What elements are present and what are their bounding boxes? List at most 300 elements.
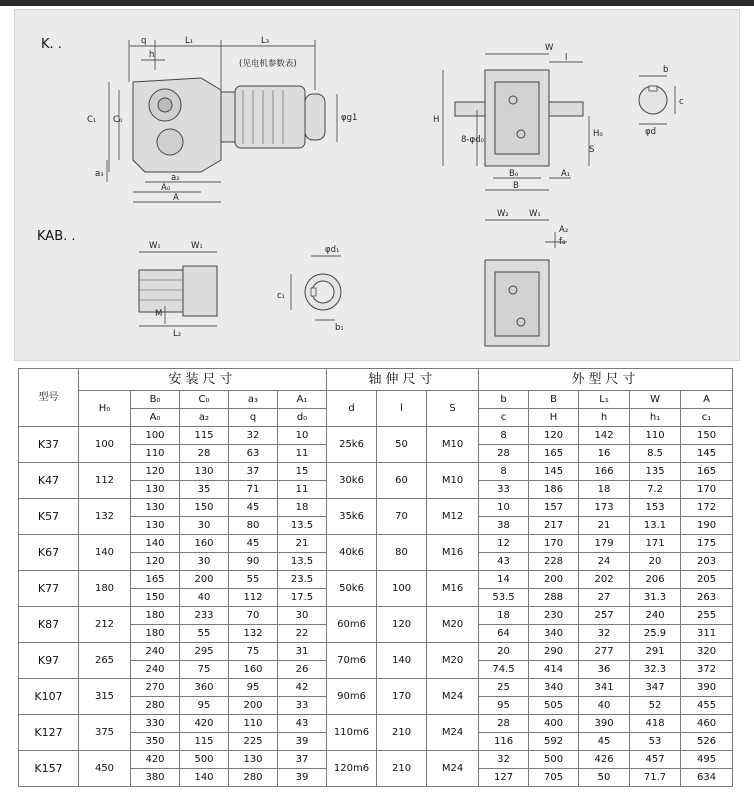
table-cell: 31.3 bbox=[630, 589, 681, 607]
cell-S: M12 bbox=[427, 499, 479, 535]
col-header-A: A bbox=[681, 391, 733, 409]
table-cell: 95 bbox=[180, 697, 229, 715]
col-header-b: b bbox=[479, 391, 529, 409]
model-cell: K37 bbox=[19, 427, 79, 463]
table-cell: 173 bbox=[579, 499, 630, 517]
model-cell: K127 bbox=[19, 715, 79, 751]
table-cell: 28 bbox=[180, 445, 229, 463]
dim-W1-b: W₁ bbox=[191, 241, 203, 251]
table-cell: 206 bbox=[630, 571, 681, 589]
dim-H: H bbox=[433, 115, 440, 125]
dimension-table bbox=[18, 368, 733, 787]
table-cell: 64 bbox=[479, 625, 529, 643]
table-cell: 418 bbox=[630, 715, 681, 733]
table-cell: 22 bbox=[278, 625, 327, 643]
table-cell: 63 bbox=[229, 445, 278, 463]
section-title-k: K. . bbox=[41, 37, 62, 52]
table-row bbox=[19, 751, 733, 769]
table-cell: 8.5 bbox=[630, 445, 681, 463]
dim-q: q bbox=[141, 36, 147, 46]
table-cell: 55 bbox=[180, 625, 229, 643]
table-cell: 21 bbox=[278, 535, 327, 553]
table-cell: 35 bbox=[180, 481, 229, 499]
col-header-H: H bbox=[529, 409, 579, 427]
cell-l: 120 bbox=[377, 607, 427, 643]
cell-l: 100 bbox=[377, 571, 427, 607]
table-cell: 165 bbox=[131, 571, 180, 589]
cell-H0: 140 bbox=[79, 535, 131, 571]
cell-H0: 375 bbox=[79, 715, 131, 751]
cell-l: 70 bbox=[377, 499, 427, 535]
table-cell: 18 bbox=[278, 499, 327, 517]
table-cell: 426 bbox=[579, 751, 630, 769]
table-cell: 25.9 bbox=[630, 625, 681, 643]
table-cell: 115 bbox=[180, 733, 229, 751]
dim-L1: L₁ bbox=[185, 36, 194, 46]
col-header-d: d bbox=[327, 391, 377, 427]
dim-C0: C₀ bbox=[113, 115, 123, 125]
dim-M: M bbox=[155, 309, 163, 319]
shaft-section-view bbox=[639, 65, 684, 137]
table-cell: 30 bbox=[180, 517, 229, 535]
dim-c: c bbox=[679, 97, 684, 107]
dim-A2: A₂ bbox=[559, 225, 569, 235]
table-cell: 240 bbox=[131, 661, 180, 679]
table-cell: 295 bbox=[180, 643, 229, 661]
dim-L3: L₃ bbox=[261, 36, 270, 46]
table-cell: 43 bbox=[278, 715, 327, 733]
table-cell: 150 bbox=[131, 589, 180, 607]
table-cell: 37 bbox=[278, 751, 327, 769]
dim-g1: φg1 bbox=[341, 113, 358, 123]
model-cell: K87 bbox=[19, 607, 79, 643]
table-cell: 28 bbox=[479, 715, 529, 733]
table-cell: 13.1 bbox=[630, 517, 681, 535]
table-cell: 240 bbox=[630, 607, 681, 625]
model-cell: K57 bbox=[19, 499, 79, 535]
table-cell: 414 bbox=[529, 661, 579, 679]
table-row bbox=[19, 463, 733, 481]
table-cell: 55 bbox=[229, 571, 278, 589]
col-header-h: h bbox=[579, 409, 630, 427]
cell-d: 50k6 bbox=[327, 571, 377, 607]
table-cell: 157 bbox=[529, 499, 579, 517]
table-row bbox=[19, 643, 733, 661]
dim-b1: b₁ bbox=[335, 323, 344, 333]
model-cell: K47 bbox=[19, 463, 79, 499]
table-header-row-2 bbox=[19, 391, 733, 409]
table-row bbox=[19, 679, 733, 697]
cell-S: M16 bbox=[427, 535, 479, 571]
table-cell: 455 bbox=[681, 697, 733, 715]
table-cell: 37 bbox=[229, 463, 278, 481]
col-header-h1: h₁ bbox=[630, 409, 681, 427]
model-header: 型号 bbox=[19, 369, 79, 427]
dim-B: B bbox=[513, 181, 519, 191]
table-cell: 360 bbox=[180, 679, 229, 697]
table-cell: 45 bbox=[229, 535, 278, 553]
dim-B0: B₀ bbox=[509, 169, 519, 179]
kab-side-view bbox=[139, 241, 217, 339]
table-cell: 23.5 bbox=[278, 571, 327, 589]
dim-A: A bbox=[173, 193, 179, 203]
table-cell: 38 bbox=[479, 517, 529, 535]
table-cell: 153 bbox=[630, 499, 681, 517]
table-cell: 291 bbox=[630, 643, 681, 661]
table-cell: 110 bbox=[131, 445, 180, 463]
table-cell: 171 bbox=[630, 535, 681, 553]
table-cell: 526 bbox=[681, 733, 733, 751]
table-cell: 142 bbox=[579, 427, 630, 445]
dim-f4: f₄ bbox=[559, 237, 566, 247]
table-cell: 145 bbox=[681, 445, 733, 463]
dim-W1-c: W₁ bbox=[529, 209, 541, 219]
table-cell: 170 bbox=[529, 535, 579, 553]
table-cell: 228 bbox=[529, 553, 579, 571]
k-side-view bbox=[87, 36, 357, 203]
table-cell: 70 bbox=[229, 607, 278, 625]
dim-W: W bbox=[545, 43, 554, 53]
table-cell: 190 bbox=[681, 517, 733, 535]
col-header-B0: B₀ bbox=[131, 391, 180, 409]
dim-b: b bbox=[663, 65, 669, 75]
table-cell: 165 bbox=[681, 463, 733, 481]
dim-h: h bbox=[149, 50, 155, 60]
table-cell: 12 bbox=[479, 535, 529, 553]
table-cell: 17.5 bbox=[278, 589, 327, 607]
table-cell: 330 bbox=[131, 715, 180, 733]
dim-W1-a: W₁ bbox=[149, 241, 161, 251]
table-cell: 18 bbox=[579, 481, 630, 499]
table-cell: 311 bbox=[681, 625, 733, 643]
table-cell: 130 bbox=[180, 463, 229, 481]
table-cell: 74.5 bbox=[479, 661, 529, 679]
table-cell: 53.5 bbox=[479, 589, 529, 607]
col-header-H0: H₀ bbox=[79, 391, 131, 427]
table-cell: 160 bbox=[180, 535, 229, 553]
table-cell: 110 bbox=[229, 715, 278, 733]
model-cell: K77 bbox=[19, 571, 79, 607]
table-cell: 180 bbox=[131, 607, 180, 625]
table-cell: 230 bbox=[529, 607, 579, 625]
top-border-bar bbox=[0, 0, 754, 6]
table-cell: 217 bbox=[529, 517, 579, 535]
table-cell: 45 bbox=[229, 499, 278, 517]
table-cell: 27 bbox=[579, 589, 630, 607]
col-header-q: q bbox=[229, 409, 278, 427]
dimension-table-wrapper bbox=[18, 368, 733, 787]
table-cell: 263 bbox=[681, 589, 733, 607]
table-cell: 18 bbox=[479, 607, 529, 625]
cell-S: M20 bbox=[427, 643, 479, 679]
table-cell: 33 bbox=[278, 697, 327, 715]
table-cell: 95 bbox=[479, 697, 529, 715]
technical-drawing-panel bbox=[14, 9, 740, 361]
dim-W2: W₂ bbox=[497, 209, 509, 219]
technical-drawing bbox=[15, 10, 741, 362]
cell-H0: 180 bbox=[79, 571, 131, 607]
table-cell: 140 bbox=[180, 769, 229, 787]
dim-H0: H₀ bbox=[593, 129, 603, 139]
table-cell: 32 bbox=[479, 751, 529, 769]
dim-A0: A₀ bbox=[161, 183, 171, 193]
cell-S: M24 bbox=[427, 751, 479, 787]
table-cell: 170 bbox=[681, 481, 733, 499]
table-cell: 280 bbox=[131, 697, 180, 715]
table-cell: 290 bbox=[529, 643, 579, 661]
table-cell: 340 bbox=[529, 679, 579, 697]
dim-C1: C₁ bbox=[87, 115, 97, 125]
col-header-d0: d₀ bbox=[278, 409, 327, 427]
table-row bbox=[19, 571, 733, 589]
section-title-kab: KAB. . bbox=[37, 229, 76, 244]
table-cell: 380 bbox=[131, 769, 180, 787]
cell-l: 140 bbox=[377, 643, 427, 679]
table-cell: 592 bbox=[529, 733, 579, 751]
col-header-c1: c₁ bbox=[681, 409, 733, 427]
table-cell: 32 bbox=[229, 427, 278, 445]
table-cell: 130 bbox=[229, 751, 278, 769]
table-cell: 200 bbox=[180, 571, 229, 589]
cell-l: 170 bbox=[377, 679, 427, 715]
table-cell: 202 bbox=[579, 571, 630, 589]
dim-a3: a₃ bbox=[95, 169, 104, 179]
table-cell: 130 bbox=[131, 481, 180, 499]
table-cell: 95 bbox=[229, 679, 278, 697]
cell-l: 50 bbox=[377, 427, 427, 463]
table-cell: 180 bbox=[131, 625, 180, 643]
table-cell: 255 bbox=[681, 607, 733, 625]
table-cell: 130 bbox=[131, 499, 180, 517]
table-cell: 7.2 bbox=[630, 481, 681, 499]
table-cell: 13.5 bbox=[278, 553, 327, 571]
cell-H0: 315 bbox=[79, 679, 131, 715]
table-cell: 340 bbox=[529, 625, 579, 643]
table-cell: 288 bbox=[529, 589, 579, 607]
table-cell: 225 bbox=[229, 733, 278, 751]
table-cell: 150 bbox=[681, 427, 733, 445]
table-cell: 43 bbox=[479, 553, 529, 571]
table-cell: 372 bbox=[681, 661, 733, 679]
table-cell: 390 bbox=[579, 715, 630, 733]
table-cell: 495 bbox=[681, 751, 733, 769]
cell-S: M10 bbox=[427, 427, 479, 463]
table-cell: 53 bbox=[630, 733, 681, 751]
group-header-shaft: 轴伸尺寸 bbox=[327, 369, 479, 391]
table-cell: 30 bbox=[180, 553, 229, 571]
cell-d: 60m6 bbox=[327, 607, 377, 643]
table-cell: 166 bbox=[579, 463, 630, 481]
table-cell: 145 bbox=[529, 463, 579, 481]
table-cell: 120 bbox=[131, 553, 180, 571]
cell-l: 210 bbox=[377, 751, 427, 787]
table-cell: 30 bbox=[278, 607, 327, 625]
table-cell: 150 bbox=[180, 499, 229, 517]
table-row bbox=[19, 427, 733, 445]
table-header-row-1 bbox=[19, 369, 733, 391]
table-cell: 500 bbox=[529, 751, 579, 769]
table-cell: 347 bbox=[630, 679, 681, 697]
table-cell: 80 bbox=[229, 517, 278, 535]
table-cell: 120 bbox=[131, 463, 180, 481]
cell-H0: 265 bbox=[79, 643, 131, 679]
cell-d: 40k6 bbox=[327, 535, 377, 571]
table-cell: 75 bbox=[229, 643, 278, 661]
kab-hollow-shaft-view bbox=[277, 245, 344, 333]
dim-A1: A₁ bbox=[561, 169, 571, 179]
table-cell: 350 bbox=[131, 733, 180, 751]
table-cell: 11 bbox=[278, 481, 327, 499]
table-row bbox=[19, 607, 733, 625]
table-cell: 20 bbox=[630, 553, 681, 571]
col-header-C0: C₀ bbox=[180, 391, 229, 409]
model-cell: K157 bbox=[19, 751, 79, 787]
table-cell: 172 bbox=[681, 499, 733, 517]
table-cell: 39 bbox=[278, 769, 327, 787]
col-header-L1: L₁ bbox=[579, 391, 630, 409]
table-cell: 505 bbox=[529, 697, 579, 715]
table-cell: 400 bbox=[529, 715, 579, 733]
table-cell: 200 bbox=[229, 697, 278, 715]
table-cell: 52 bbox=[630, 697, 681, 715]
cell-H0: 100 bbox=[79, 427, 131, 463]
table-cell: 135 bbox=[630, 463, 681, 481]
cell-S: M16 bbox=[427, 571, 479, 607]
dim-c1: c₁ bbox=[277, 291, 286, 301]
dim-a2: a₂ bbox=[171, 173, 180, 183]
cell-d: 90m6 bbox=[327, 679, 377, 715]
table-cell: 200 bbox=[529, 571, 579, 589]
cell-S: M20 bbox=[427, 607, 479, 643]
table-cell: 31 bbox=[278, 643, 327, 661]
cell-H0: 212 bbox=[79, 607, 131, 643]
table-cell: 40 bbox=[180, 589, 229, 607]
table-cell: 115 bbox=[180, 427, 229, 445]
table-cell: 132 bbox=[229, 625, 278, 643]
table-cell: 26 bbox=[278, 661, 327, 679]
dim-8d0: 8-φd₀ bbox=[461, 135, 484, 145]
cell-H0: 112 bbox=[79, 463, 131, 499]
table-cell: 50 bbox=[579, 769, 630, 787]
table-cell: 75 bbox=[180, 661, 229, 679]
table-cell: 120 bbox=[529, 427, 579, 445]
table-cell: 39 bbox=[278, 733, 327, 751]
table-cell: 203 bbox=[681, 553, 733, 571]
dim-phid: φd bbox=[645, 127, 657, 137]
table-cell: 257 bbox=[579, 607, 630, 625]
col-header-B: B bbox=[529, 391, 579, 409]
table-cell: 90 bbox=[229, 553, 278, 571]
cell-d: 70m6 bbox=[327, 643, 377, 679]
table-cell: 500 bbox=[180, 751, 229, 769]
table-cell: 205 bbox=[681, 571, 733, 589]
motor-note: (见电机参数表) bbox=[239, 59, 297, 69]
table-row bbox=[19, 535, 733, 553]
table-cell: 420 bbox=[131, 751, 180, 769]
table-cell: 25 bbox=[479, 679, 529, 697]
dim-L2: L₂ bbox=[173, 329, 182, 339]
table-cell: 40 bbox=[579, 697, 630, 715]
model-cell: K97 bbox=[19, 643, 79, 679]
cell-l: 60 bbox=[377, 463, 427, 499]
cell-H0: 450 bbox=[79, 751, 131, 787]
table-cell: 24 bbox=[579, 553, 630, 571]
table-cell: 71.7 bbox=[630, 769, 681, 787]
table-cell: 45 bbox=[579, 733, 630, 751]
cell-d: 120m6 bbox=[327, 751, 377, 787]
cell-d: 110m6 bbox=[327, 715, 377, 751]
cell-S: M24 bbox=[427, 679, 479, 715]
table-cell: 280 bbox=[229, 769, 278, 787]
table-cell: 320 bbox=[681, 643, 733, 661]
table-cell: 8 bbox=[479, 427, 529, 445]
table-cell: 10 bbox=[479, 499, 529, 517]
dim-S: S bbox=[589, 145, 595, 155]
cell-d: 35k6 bbox=[327, 499, 377, 535]
table-cell: 15 bbox=[278, 463, 327, 481]
table-cell: 130 bbox=[131, 517, 180, 535]
table-cell: 270 bbox=[131, 679, 180, 697]
table-cell: 277 bbox=[579, 643, 630, 661]
col-header-A1: A₁ bbox=[278, 391, 327, 409]
col-header-a2: a₂ bbox=[180, 409, 229, 427]
group-header-outline: 外型尺寸 bbox=[479, 369, 733, 391]
table-cell: 8 bbox=[479, 463, 529, 481]
kab-front-view bbox=[485, 209, 568, 346]
table-cell: 42 bbox=[278, 679, 327, 697]
table-cell: 233 bbox=[180, 607, 229, 625]
cell-l: 80 bbox=[377, 535, 427, 571]
table-cell: 36 bbox=[579, 661, 630, 679]
table-cell: 21 bbox=[579, 517, 630, 535]
table-cell: 10 bbox=[278, 427, 327, 445]
cell-d: 25k6 bbox=[327, 427, 377, 463]
table-cell: 341 bbox=[579, 679, 630, 697]
table-cell: 175 bbox=[681, 535, 733, 553]
k-front-view bbox=[433, 43, 603, 191]
cell-S: M24 bbox=[427, 715, 479, 751]
table-cell: 11 bbox=[278, 445, 327, 463]
col-header-W: W bbox=[630, 391, 681, 409]
table-cell: 160 bbox=[229, 661, 278, 679]
model-cell: K107 bbox=[19, 679, 79, 715]
col-header-A0: A₀ bbox=[131, 409, 180, 427]
table-cell: 110 bbox=[630, 427, 681, 445]
table-cell: 240 bbox=[131, 643, 180, 661]
table-row bbox=[19, 499, 733, 517]
cell-d: 30k6 bbox=[327, 463, 377, 499]
table-cell: 13.5 bbox=[278, 517, 327, 535]
dim-l: l bbox=[565, 53, 568, 63]
group-header-install: 安装尺寸 bbox=[79, 369, 327, 391]
table-cell: 112 bbox=[229, 589, 278, 607]
table-cell: 390 bbox=[681, 679, 733, 697]
table-cell: 165 bbox=[529, 445, 579, 463]
dim-d1: φd₁ bbox=[325, 245, 340, 255]
table-cell: 28 bbox=[479, 445, 529, 463]
table-cell: 20 bbox=[479, 643, 529, 661]
table-cell: 140 bbox=[131, 535, 180, 553]
table-cell: 100 bbox=[131, 427, 180, 445]
cell-S: M10 bbox=[427, 463, 479, 499]
table-cell: 32.3 bbox=[630, 661, 681, 679]
table-cell: 460 bbox=[681, 715, 733, 733]
table-cell: 127 bbox=[479, 769, 529, 787]
col-header-c: c bbox=[479, 409, 529, 427]
table-cell: 634 bbox=[681, 769, 733, 787]
table-cell: 116 bbox=[479, 733, 529, 751]
table-cell: 33 bbox=[479, 481, 529, 499]
